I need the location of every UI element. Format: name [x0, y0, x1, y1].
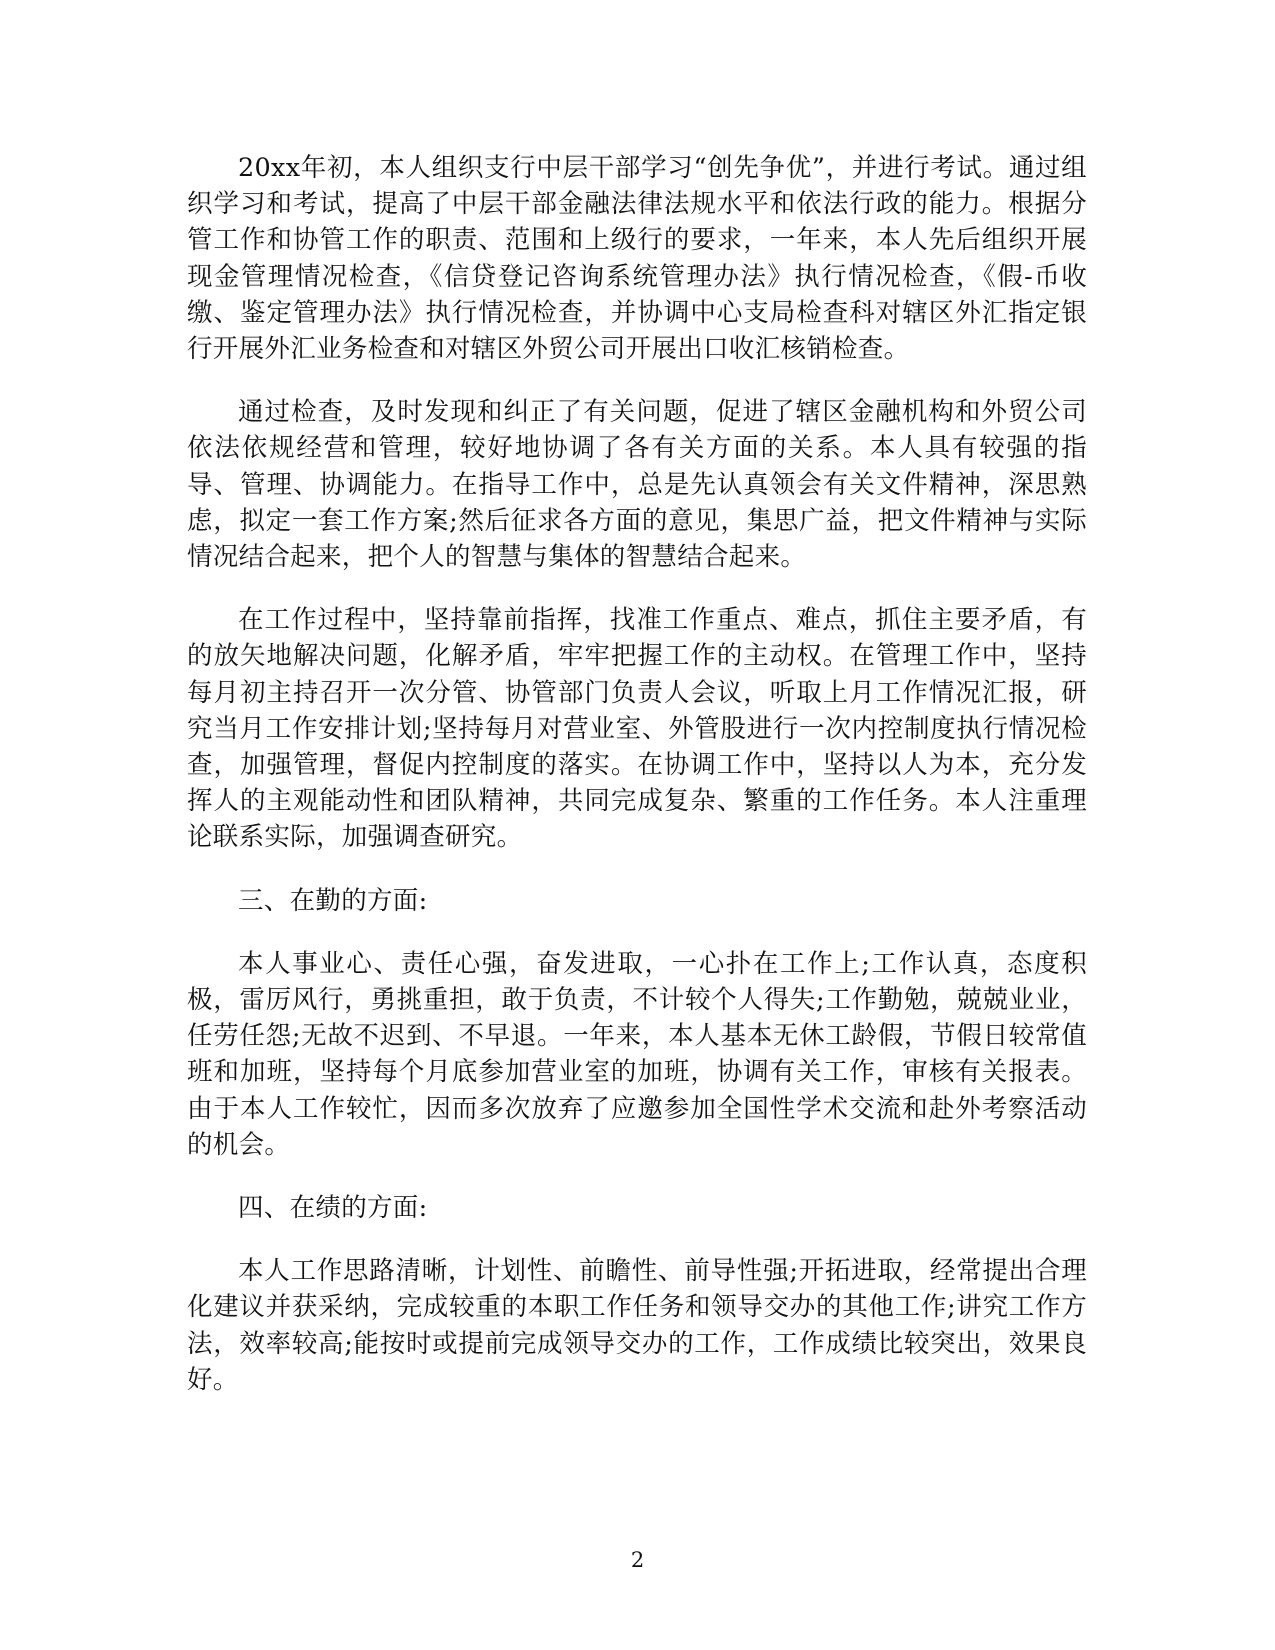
paragraph-2: 通过检查，及时发现和纠正了有关问题，促进了辖区金融机构和外贸公司依法依规经营和管理，较好地协调了各有关方面的关系。本人具有较强的指导、管理、协调能力。在指导工作中，总是先认真领会有关文件精神，深思熟虑，拟定一套工作方案;然后征求各方面的意见，集思广益，把文件精神与实际情况结合起来，把个人的智慧与集体的智慧结合起来。 — [187, 397, 1087, 573]
document-body — [187, 150, 1087, 1398]
paragraph-1: 20xx年初，本人组织支行中层干部学习“创先争优”，并进行考试。通过组织学习和考试，提高了中层干部金融法律法规水平和依法行政的能力。根据分管工作和协管工作的职责、范围和上级行的要求，一年来，本人先后组织开展现金管理情况检查，《信贷登记咨询系统管理办法》执行情况检查，《假-币收缴、鉴定管理办法》执行情况检查，并协调中心支局检查科对辖区外汇指定银行开展外汇业务检查和对辖区外贸公司开展出口收汇核销检查。 — [187, 153, 1087, 365]
paragraph-3: 在工作过程中，坚持靠前指挥，找准工作重点、难点，抓住主要矛盾，有的放矢地解决问题，化解矛盾，牢牢把握工作的主动权。在管理工作中，坚持每月初主持召开一次分管、协管部门负责人会议，听取上月工作情况汇报，研究当月工作安排计划;坚持每月对营业室、外管股进行一次内控制度执行情况检查，加强管理，督促内控制度的落实。在协调工作中，坚持以人为本，充分发挥人的主观能动性和团队精神，共同完成复杂、繁重的工作任务。本人注重理论联系实际，加强调查研究。 — [187, 605, 1087, 853]
paragraph-7: 本人工作思路清晰，计划性、前瞻性、前导性强;开拓进取，经常提出合理化建议并获采纳，完成较重的本职工作任务和领导交办的其他工作;讲究工作方法，效率较高;能按时或提前完成领导交办的工作，工作成绩比较突出，效果良好。 — [187, 1256, 1087, 1395]
section-heading-diligence: 三、在勤的方面: — [238, 885, 428, 916]
page-number: 2 — [630, 1548, 645, 1572]
paragraph-5: 本人事业心、责任心强，奋发进取，一心扑在工作上;工作认真，态度积极，雷厉风行，勇挑重担，敢于负责，不计较个人得失;工作勤勉，兢兢业业，任劳任怨;无故不迟到、不早退。一年来，本人基本无休工龄假，节假日较常值班和加班，坚持每个月底参加营业室的加班，协调有关工作，审核有关报表。由于本人工作较忙，因而多次放弃了应邀参加全国性学术交流和赴外考察活动的机会。 — [187, 948, 1087, 1160]
section-heading-performance: 四、在绩的方面: — [238, 1193, 428, 1224]
